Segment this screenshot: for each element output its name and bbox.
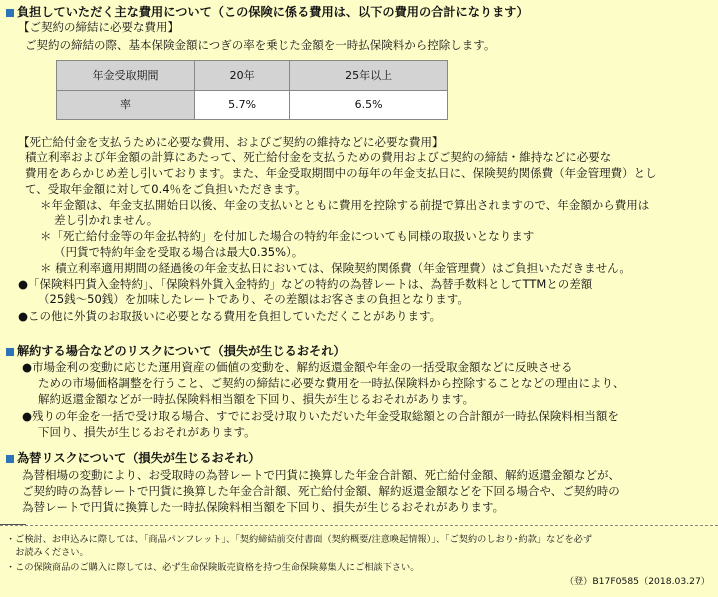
contract-cost-heading: 【ご契約の締結に必要な費用】 — [18, 20, 179, 34]
footer-code: （登）B17F0585（2018.03.27） — [564, 576, 710, 587]
maint-line: 費用をあらかじめ差し引いております。また、年金受取期間中の毎年の年金支払日に、保険契約関係費（年金管理費）とし — [25, 166, 657, 180]
note-line: ＊「死亡給付金等の年金払特約」を付加した場合の特約年金についても同様の取扱いとなります — [40, 229, 535, 243]
bullet-line: ●市場金利の変動に応じた運用資産の価値の変動を、解約返還金額や年金の一括受取金額などに反映させる — [22, 360, 573, 374]
fx-line: 為替レートで円貨に換算した一時払保険料相当額を下回り、損失が生じるおそれがあります。 — [22, 500, 505, 514]
footer-note: ・ご検討、お申込みに際しては、「商品パンフレット」、「契約締結前交付書面（契約概要/注意喚起情報）」、「ご契約のしおり･約款」などを必ず — [6, 534, 593, 545]
contract-cost-body: ご契約の締結の際、基本保険金額につぎの率を乗じた金額を一時払保険料から控除します。 — [25, 38, 496, 52]
fx-title-text: 為替リスクについて（損失が生じるおそれ） — [17, 451, 261, 465]
table-header-label: 年金受取期間 — [57, 61, 195, 91]
bullet-line: ための市場価格調整を行うこと、ご契約の締結に必要な費用を一時払保険料から控除することなどの理由により、 — [38, 376, 625, 390]
surrender-title-text: 解約する場合などのリスクについて（損失が生じるおそれ） — [17, 344, 346, 358]
costs-section-title — [6, 5, 529, 20]
square-bullet-icon — [6, 348, 14, 356]
table-value-25: 6.5% — [290, 90, 448, 120]
note-line: ＊ 積立利率適用期間の経過後の年金支払日においては、保険契約関係費（年金管理費）はご負担いただきません。 — [40, 261, 631, 275]
costs-title-text: 負担していただく主な費用について（この保険に係る費用は、以下の費用の合計になります） — [17, 5, 529, 19]
table-col-20: 20年 — [195, 61, 290, 91]
table-value-20: 5.7% — [195, 90, 290, 120]
table-row — [57, 90, 448, 120]
table-row-label: 率 — [57, 90, 195, 120]
rate-table — [56, 60, 448, 120]
note-line: 差し引かれません。 — [54, 213, 159, 227]
square-bullet-icon — [6, 9, 14, 17]
square-bullet-icon — [6, 455, 14, 463]
maint-cost-heading: 【死亡給付金を支払うために必要な費用、およびご契約の維持などに必要な費用】 — [18, 135, 444, 149]
table-col-25: 25年以上 — [290, 61, 448, 91]
note-line: ＊年金額は、年金支払開始日以後、年金の支払いとともに費用を控除する前提で算出されますので、年金額から費用は — [40, 198, 650, 212]
maint-line: て、受取年金額に対して0.4％をご負担いただきます。 — [25, 182, 307, 196]
bullet-line: ●残りの年金を一括で受け取る場合、すでにお受け取りいただいた年金受取総額との合計額が一時払保険料相当額を — [22, 409, 619, 423]
fx-section-title — [6, 451, 260, 466]
bullet-line: 解約返還金額などが一時払保険料相当額を下回り、損失が生じるおそれがあります。 — [38, 392, 475, 406]
fx-line: 為替相場の変動により、お受取時の為替レートで円貨に換算した年金合計額、死亡給付金額、解約返還金額などが、 — [22, 468, 620, 482]
bullet-line: ●この他に外貨のお取扱いに必要となる費用を負担していただくことがあります。 — [18, 309, 442, 323]
footer-note: ・この保険商品のご購入に際しては、必ず生命保険販売資格を持つ生命保険募集人にご相談下さい。 — [6, 562, 420, 573]
bullet-line: ●「保険料円貨入金特約」、「保険料外貨入金特約」などの特約の為替レートは、為替手数料としてTTMとの差額 — [18, 277, 593, 291]
bullet-line: 下回り、損失が生じるおそれがあります。 — [38, 425, 256, 439]
bullet-line: （25銭～50銭）を加味したレートであり、その差額はお客さまの負担となります。 — [38, 292, 469, 306]
fx-line: ご契約時の為替レートで円貨に換算した年金合計額、死亡給付金額、解約返還金額などを下回る場合や、ご契約時の — [22, 484, 620, 498]
surrender-section-title — [6, 344, 346, 359]
note-line: （円貨で特約年金を受取る場合は最大0.35%）。 — [54, 245, 304, 259]
maint-line: 積立利率および年金額の計算にあたって、死亡給付金を支払うための費用およびご契約の締結・維持などに必要な — [25, 150, 612, 164]
divider — [0, 525, 718, 526]
table-row — [57, 61, 448, 91]
footer-note: お読みください。 — [6, 547, 89, 558]
